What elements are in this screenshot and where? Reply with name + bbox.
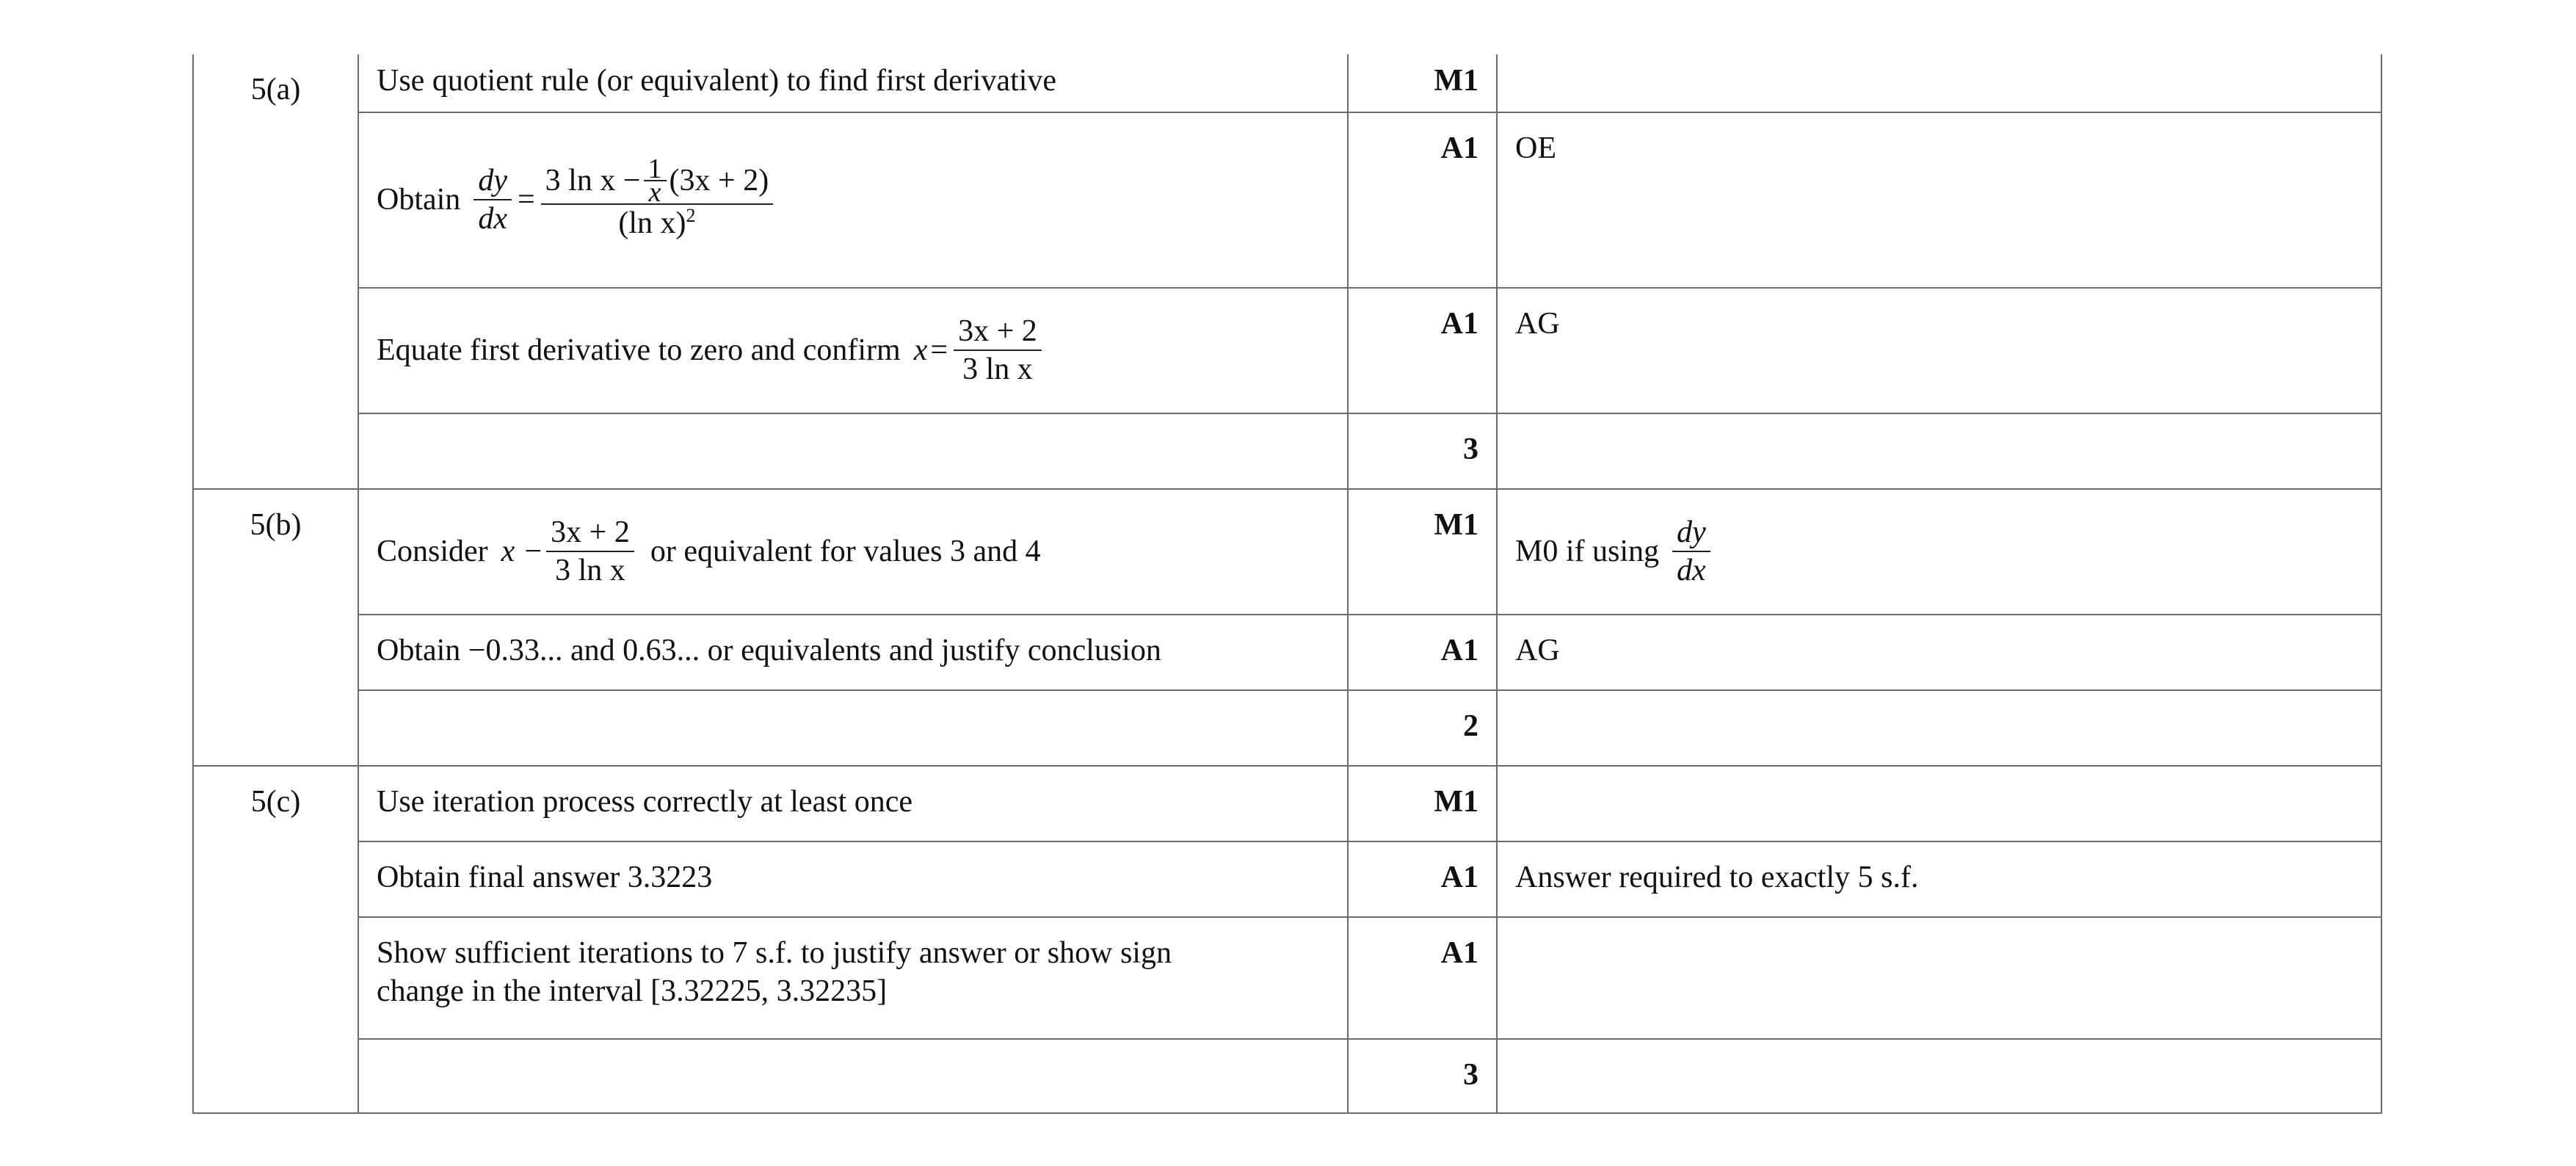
answer-text: Obtain final answer 3.3223 (358, 841, 1348, 917)
guidance (1497, 54, 2381, 112)
derivative-fraction (474, 162, 512, 237)
answer-cell (358, 917, 1348, 1039)
answer-prefix: Obtain (377, 182, 461, 217)
answer-line-2: change in the interval [3.32225, 3.32235] (377, 974, 888, 1008)
table-row (193, 690, 2381, 766)
equals-sign: = (517, 182, 535, 217)
guidance-empty (1497, 690, 2381, 766)
fraction-denominator: 3 ln x (555, 553, 625, 587)
numerator-part-a: 3 ln x − (545, 163, 641, 198)
inner-numerator: 1 (644, 158, 667, 181)
inner-denominator: x (648, 176, 661, 208)
answer-cell-empty (358, 690, 1348, 766)
mark: M1 (1348, 54, 1497, 112)
guidance-dy: dy (1672, 514, 1710, 552)
answer-cell (358, 288, 1348, 413)
mark: M1 (1348, 766, 1497, 841)
numerator-part-b: (3x + 2) (669, 163, 769, 198)
table-row (193, 841, 2381, 917)
table-row (193, 54, 2381, 112)
total-mark: 3 (1348, 1039, 1497, 1113)
mark: A1 (1348, 841, 1497, 917)
fraction-numerator: 3x + 2 (546, 514, 634, 552)
fraction-numerator: 3x + 2 (954, 313, 1042, 351)
guidance: OE (1497, 112, 2381, 288)
answer-text: Use iteration process correctly at least once (358, 766, 1348, 841)
table-row (193, 615, 2381, 690)
answer-cell-empty (358, 1039, 1348, 1113)
answer-text: Use quotient rule (or equivalent) to find first derivative (358, 54, 1348, 112)
dx-label: dx (478, 201, 507, 236)
guidance-prefix: M0 if using (1515, 534, 1660, 568)
total-mark: 3 (1348, 413, 1497, 489)
mark: A1 (1348, 112, 1497, 288)
answer-prefix: Equate first derivative to zero and confirm (377, 333, 901, 367)
variable-x: x (913, 333, 928, 367)
guidance (1497, 766, 2381, 841)
mark: A1 (1348, 615, 1497, 690)
answer-line-1: Show sufficient iterations to 7 s.f. to justify answer or show sign (377, 936, 1172, 970)
table-row (193, 489, 2381, 615)
quotient-fraction (541, 153, 774, 242)
question-number-5c: 5(c) (193, 766, 358, 1113)
variable-expression: x − (501, 534, 544, 568)
table-row (193, 1039, 2381, 1113)
table-row (193, 766, 2381, 841)
answer-text: Obtain −0.33... and 0.63... or equivalents and justify conclusion (358, 615, 1348, 690)
table-row (193, 413, 2381, 489)
quotient-denominator (614, 205, 700, 242)
iteration-fraction (546, 514, 634, 589)
guidance (1497, 917, 2381, 1039)
fraction-denominator: 3 ln x (962, 352, 1033, 386)
equals-sign: = (930, 333, 948, 367)
answer-prefix: Consider (377, 534, 488, 568)
mark: A1 (1348, 288, 1497, 413)
mark-scheme-table (192, 54, 2382, 1114)
answer-suffix: or equivalent for values 3 and 4 (650, 534, 1041, 568)
question-number-5a: 5(a) (193, 54, 358, 489)
guidance-empty (1497, 413, 2381, 489)
answer-cell (358, 489, 1348, 615)
guidance: AG (1497, 615, 2381, 690)
inner-fraction (644, 153, 667, 208)
question-number-5b: 5(b) (193, 489, 358, 766)
dy-label: dy (474, 162, 512, 200)
mark: A1 (1348, 917, 1497, 1039)
denominator-exponent: 2 (686, 204, 696, 226)
total-mark: 2 (1348, 690, 1497, 766)
guidance-fraction (1672, 514, 1710, 589)
guidance-dx: dx (1677, 553, 1706, 587)
iteration-fraction (954, 313, 1042, 388)
mark: M1 (1348, 489, 1497, 615)
guidance-empty (1497, 1039, 2381, 1113)
guidance-cell (1497, 489, 2381, 615)
guidance: AG (1497, 288, 2381, 413)
quotient-numerator (541, 153, 774, 208)
table-row (193, 917, 2381, 1039)
answer-cell-empty (358, 413, 1348, 489)
table-row (193, 112, 2381, 288)
denominator-base: (ln x) (618, 206, 686, 240)
table-row (193, 288, 2381, 413)
answer-cell (358, 112, 1348, 288)
guidance: Answer required to exactly 5 s.f. (1497, 841, 2381, 917)
